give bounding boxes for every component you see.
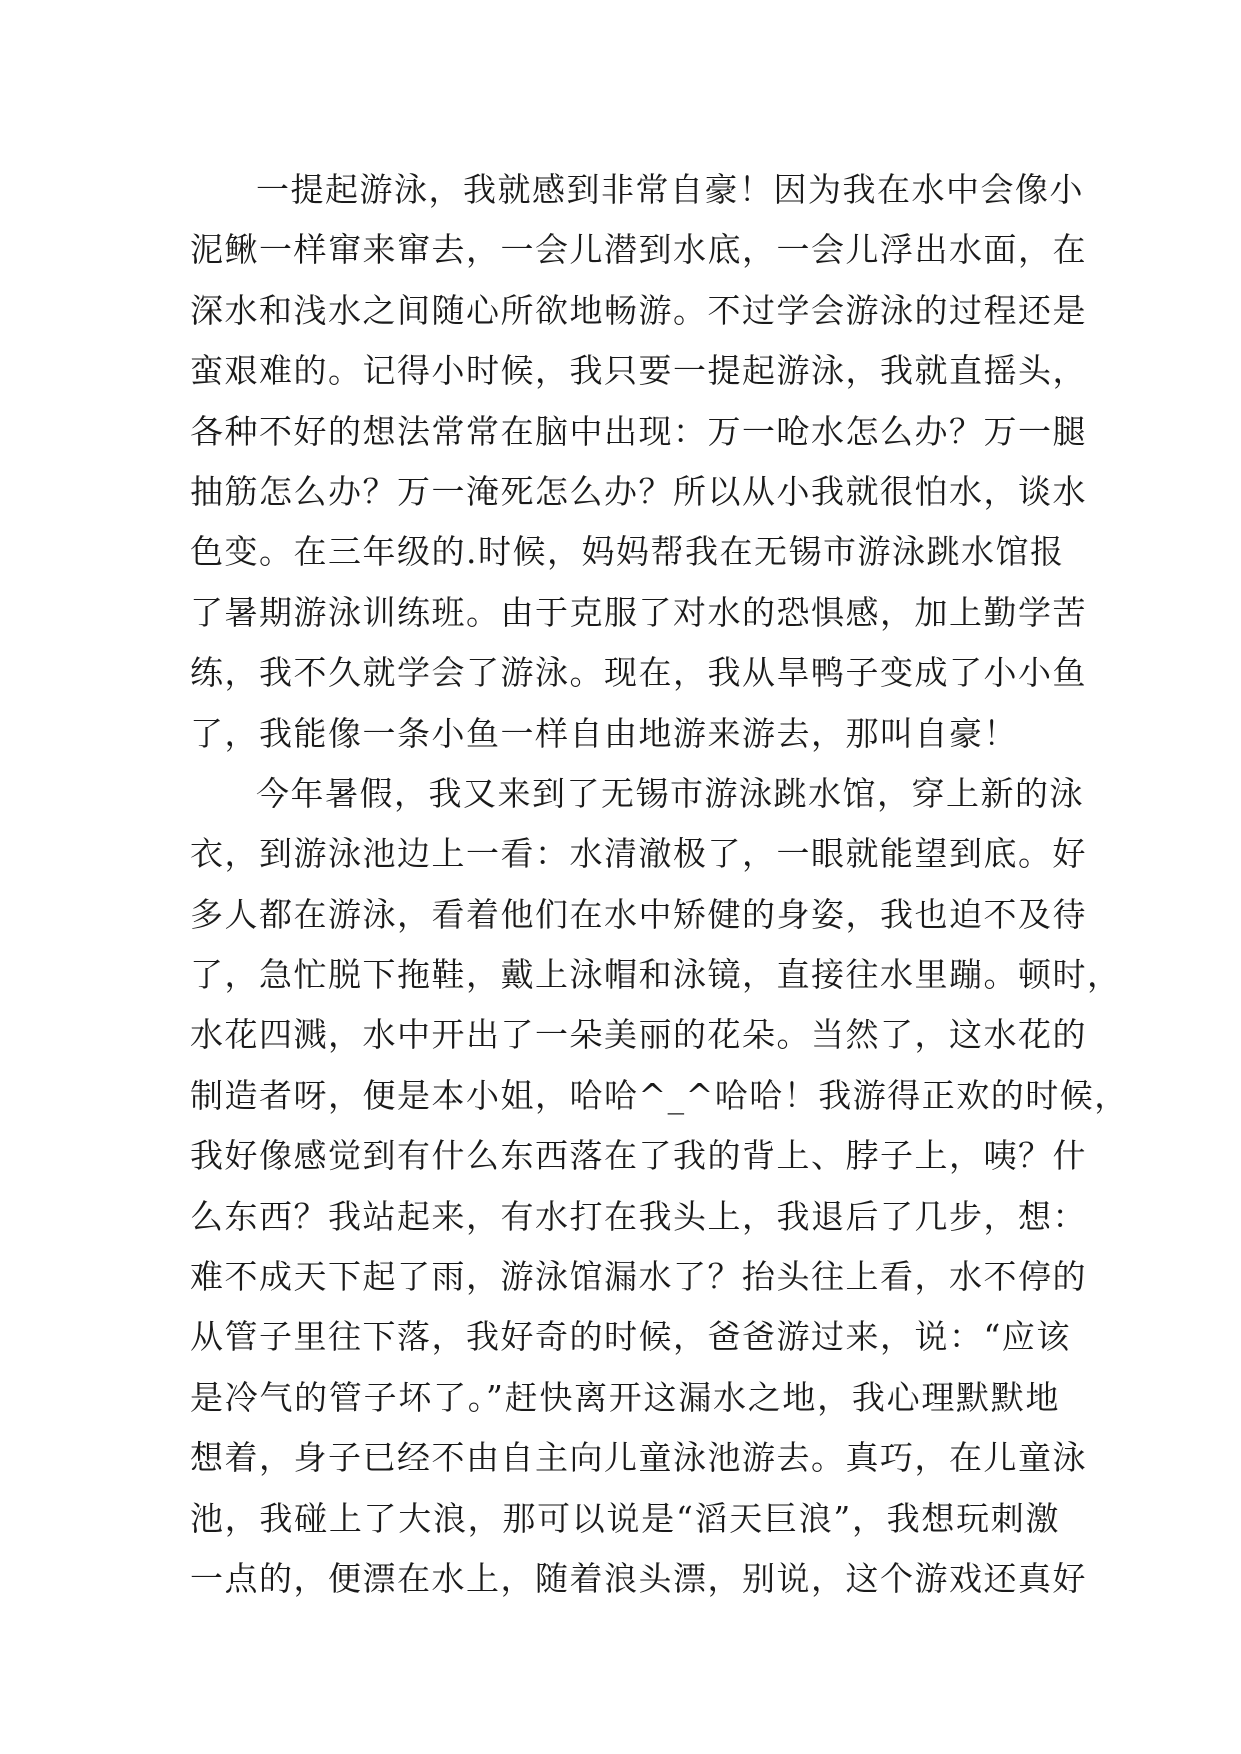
text-line: 抽筋怎么办？万一淹死怎么办？所以从小我就很怕水，谈水: [190, 471, 1087, 511]
text-line: 水花四溅，水中开出了一朵美丽的花朵。当然了，这水花的: [190, 1015, 1087, 1055]
text-line: 是冷气的管子坏了。”赶快离开这漏水之地，我心理默默地: [190, 1377, 1060, 1417]
text-line: 我好像感觉到有什么东西落在了我的背上、脖子上，咦？什: [190, 1136, 1087, 1176]
text-line: 练，我不久就学会了游泳。现在，我从旱鸭子变成了小小鱼: [190, 653, 1087, 693]
text-line: 深水和浅水之间随心所欲地畅游。不过学会游泳的过程还是: [190, 290, 1087, 330]
text-line: 池，我碰上了大浪，那可以说是“滔天巨浪”，我想玩刺激: [190, 1498, 1060, 1538]
paragraph-1: [190, 160, 1087, 764]
text-line: 想着，身子已经不由自主向儿童泳池游去。真巧，在儿童泳: [190, 1438, 1087, 1478]
text-line: 难不成天下起了雨，游泳馆漏水了？抬头往上看，水不停的: [190, 1257, 1087, 1297]
text-line: 衣，到游泳池边上一看：水清澈极了，一眼就能望到底。好: [190, 834, 1087, 874]
text-line: 从管子里往下落，我好奇的时候，爸爸游过来，说：“应该: [190, 1317, 1071, 1357]
text-line: 制造者呀，便是本小姐，哈哈^_^哈哈！我游得正欢的时候，: [190, 1075, 1129, 1115]
text-line: 了，我能像一条小鱼一样自由地游来游去，那叫自豪！: [190, 713, 1018, 753]
text-line: 一点的，便漂在水上，随着浪头漂，别说，这个游戏还真好: [190, 1558, 1087, 1598]
text-line: 色变。在三年级的.时候，妈妈帮我在无锡市游泳跳水馆报: [190, 532, 1065, 572]
text-line: 了，急忙脱下拖鞋，戴上泳帽和泳镜，直接往水里蹦。顿时，: [190, 955, 1122, 995]
text-line: 今年暑假，我又来到了无锡市游泳跳水馆，穿上新的泳: [256, 773, 1084, 813]
text-line: 多人都在游泳，看着他们在水中矫健的身姿，我也迫不及待: [190, 894, 1087, 934]
essay-body: [190, 160, 1129, 1609]
text-line: 了暑期游泳训练班。由于克服了对水的恐惧感，加上勤学苦: [190, 592, 1087, 632]
text-line: 各种不好的想法常常在脑中出现：万一呛水怎么办？万一腿: [190, 411, 1087, 451]
text-line: 蛮艰难的。记得小时候，我只要一提起游泳，我就直摇头，: [190, 351, 1087, 391]
text-line: 一提起游泳，我就感到非常自豪！因为我在水中会像小: [256, 170, 1084, 209]
paragraph-2: [190, 764, 1129, 1609]
text-line: 泥鳅一样窜来窜去，一会儿潜到水底，一会儿浮出水面，在: [190, 230, 1087, 270]
text-line: 么东西？我站起来，有水打在我头上，我退后了几步，想：: [190, 1196, 1087, 1236]
